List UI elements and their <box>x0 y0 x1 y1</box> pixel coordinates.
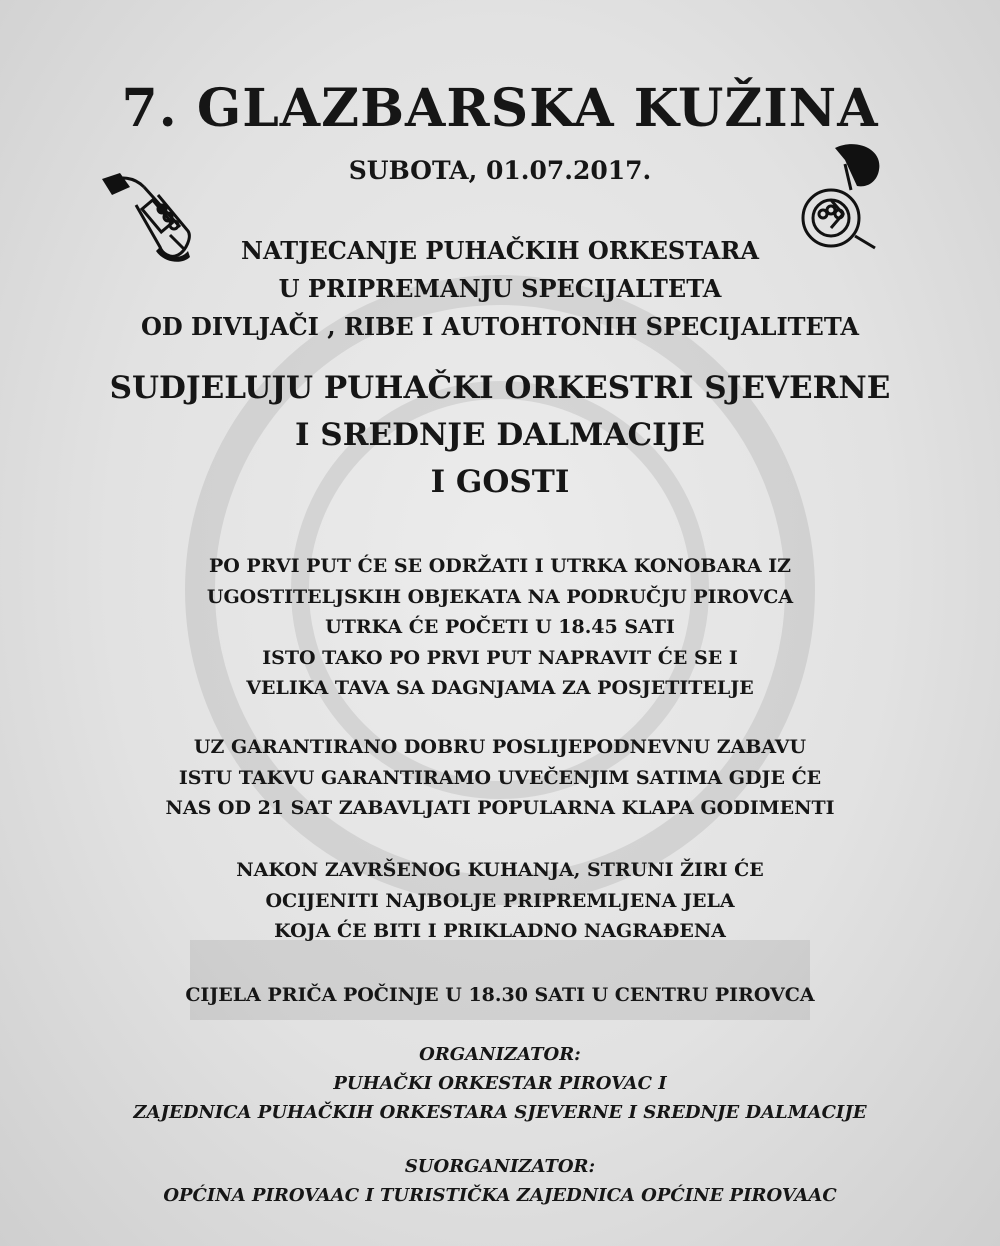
organizer-line: ZAJEDNICA PUHAČKIH ORKESTARA SJEVERNE I SREDNJE DALMACIJE <box>133 1102 867 1123</box>
paragraph-line: PO PRVI PUT ĆE SE ODRŽATI I UTRKA KONOBARA IZ <box>208 555 792 577</box>
paragraph-line: OCIJENITI NAJBOLJE PRIPREMLJENA JELA <box>265 889 735 912</box>
intro-line: NATJECANJE PUHAČKIH ORKESTARA <box>241 236 759 265</box>
paragraph-line: UZ GARANTIRANO DOBRU POSLIJEPODNEVNU ZABAVU <box>193 736 807 758</box>
organizer-line: PUHAČKI ORKESTAR PIROVAC I <box>333 1073 667 1094</box>
paragraph-line: NAS OD 21 SAT ZABAVLJATI POPULARNA KLAPA GODIMENTI <box>165 797 835 819</box>
organizer-label: ORGANIZATOR: <box>419 1044 581 1065</box>
co-organizer-label: SUORGANIZATOR: <box>404 1156 596 1177</box>
organizer-section <box>0 1040 1000 1127</box>
paragraph-line: KOJA ĆE BITI I PRIKLADNO NAGRAĐENA <box>274 920 726 942</box>
paragraph-line: UGOSTITELJSKIH OBJEKATA NA PODRUČJU PIROVCA <box>206 585 794 608</box>
participants-line: I GOSTI <box>430 464 570 500</box>
participants-heading <box>0 365 1000 506</box>
waiter-race-paragraph <box>0 551 1000 704</box>
intro-line: OD DIVLJAČI , RIBE I AUTOHTONIH SPECIJALITETA <box>140 312 860 341</box>
participants-line: I SREDNJE DALMACIJE <box>295 417 705 453</box>
paragraph-line: CIJELA PRIČA POČINJE U 18.30 SATI U CENTRU PIROVCA <box>185 984 815 1006</box>
participants-line: SUDJELUJU PUHAČKI ORKESTRI SJEVERNE <box>109 370 891 406</box>
co-organizer-line: OPĆINA PIROVAAC I TURISTIČKA ZAJEDNICA OPĆINE PIROVAAC <box>163 1185 837 1206</box>
co-organizer-section <box>0 1152 1000 1210</box>
jury-paragraph <box>0 855 1000 947</box>
paragraph-line: ISTU TAKVU GARANTIRAMO UVEČENJIM SATIMA GDJE ĆE <box>178 766 822 789</box>
event-date: SUBOTA, 01.07.2017. <box>348 156 652 185</box>
paragraph-line: ISTO TAKO PO PRVI PUT NAPRAVIT ĆE SE I <box>262 646 738 669</box>
intro-line: U PRIPREMANJU SPECIJALTETA <box>278 274 722 303</box>
entertainment-paragraph <box>0 732 1000 824</box>
paragraph-line: UTRKA ĆE POČETI U 18.45 SATI <box>325 616 675 638</box>
competition-intro <box>0 232 1000 346</box>
paragraph-line: NAKON ZAVRŠENOG KUHANJA, STRUNI ŽIRI ĆE <box>236 859 764 881</box>
event-title: 7. GLAZBARSKA KUŽINA <box>121 78 879 139</box>
start-time-paragraph <box>0 980 1000 1011</box>
paragraph-line: VELIKA TAVA SA DAGNJAMA ZA POSJETITELJE <box>246 677 754 699</box>
